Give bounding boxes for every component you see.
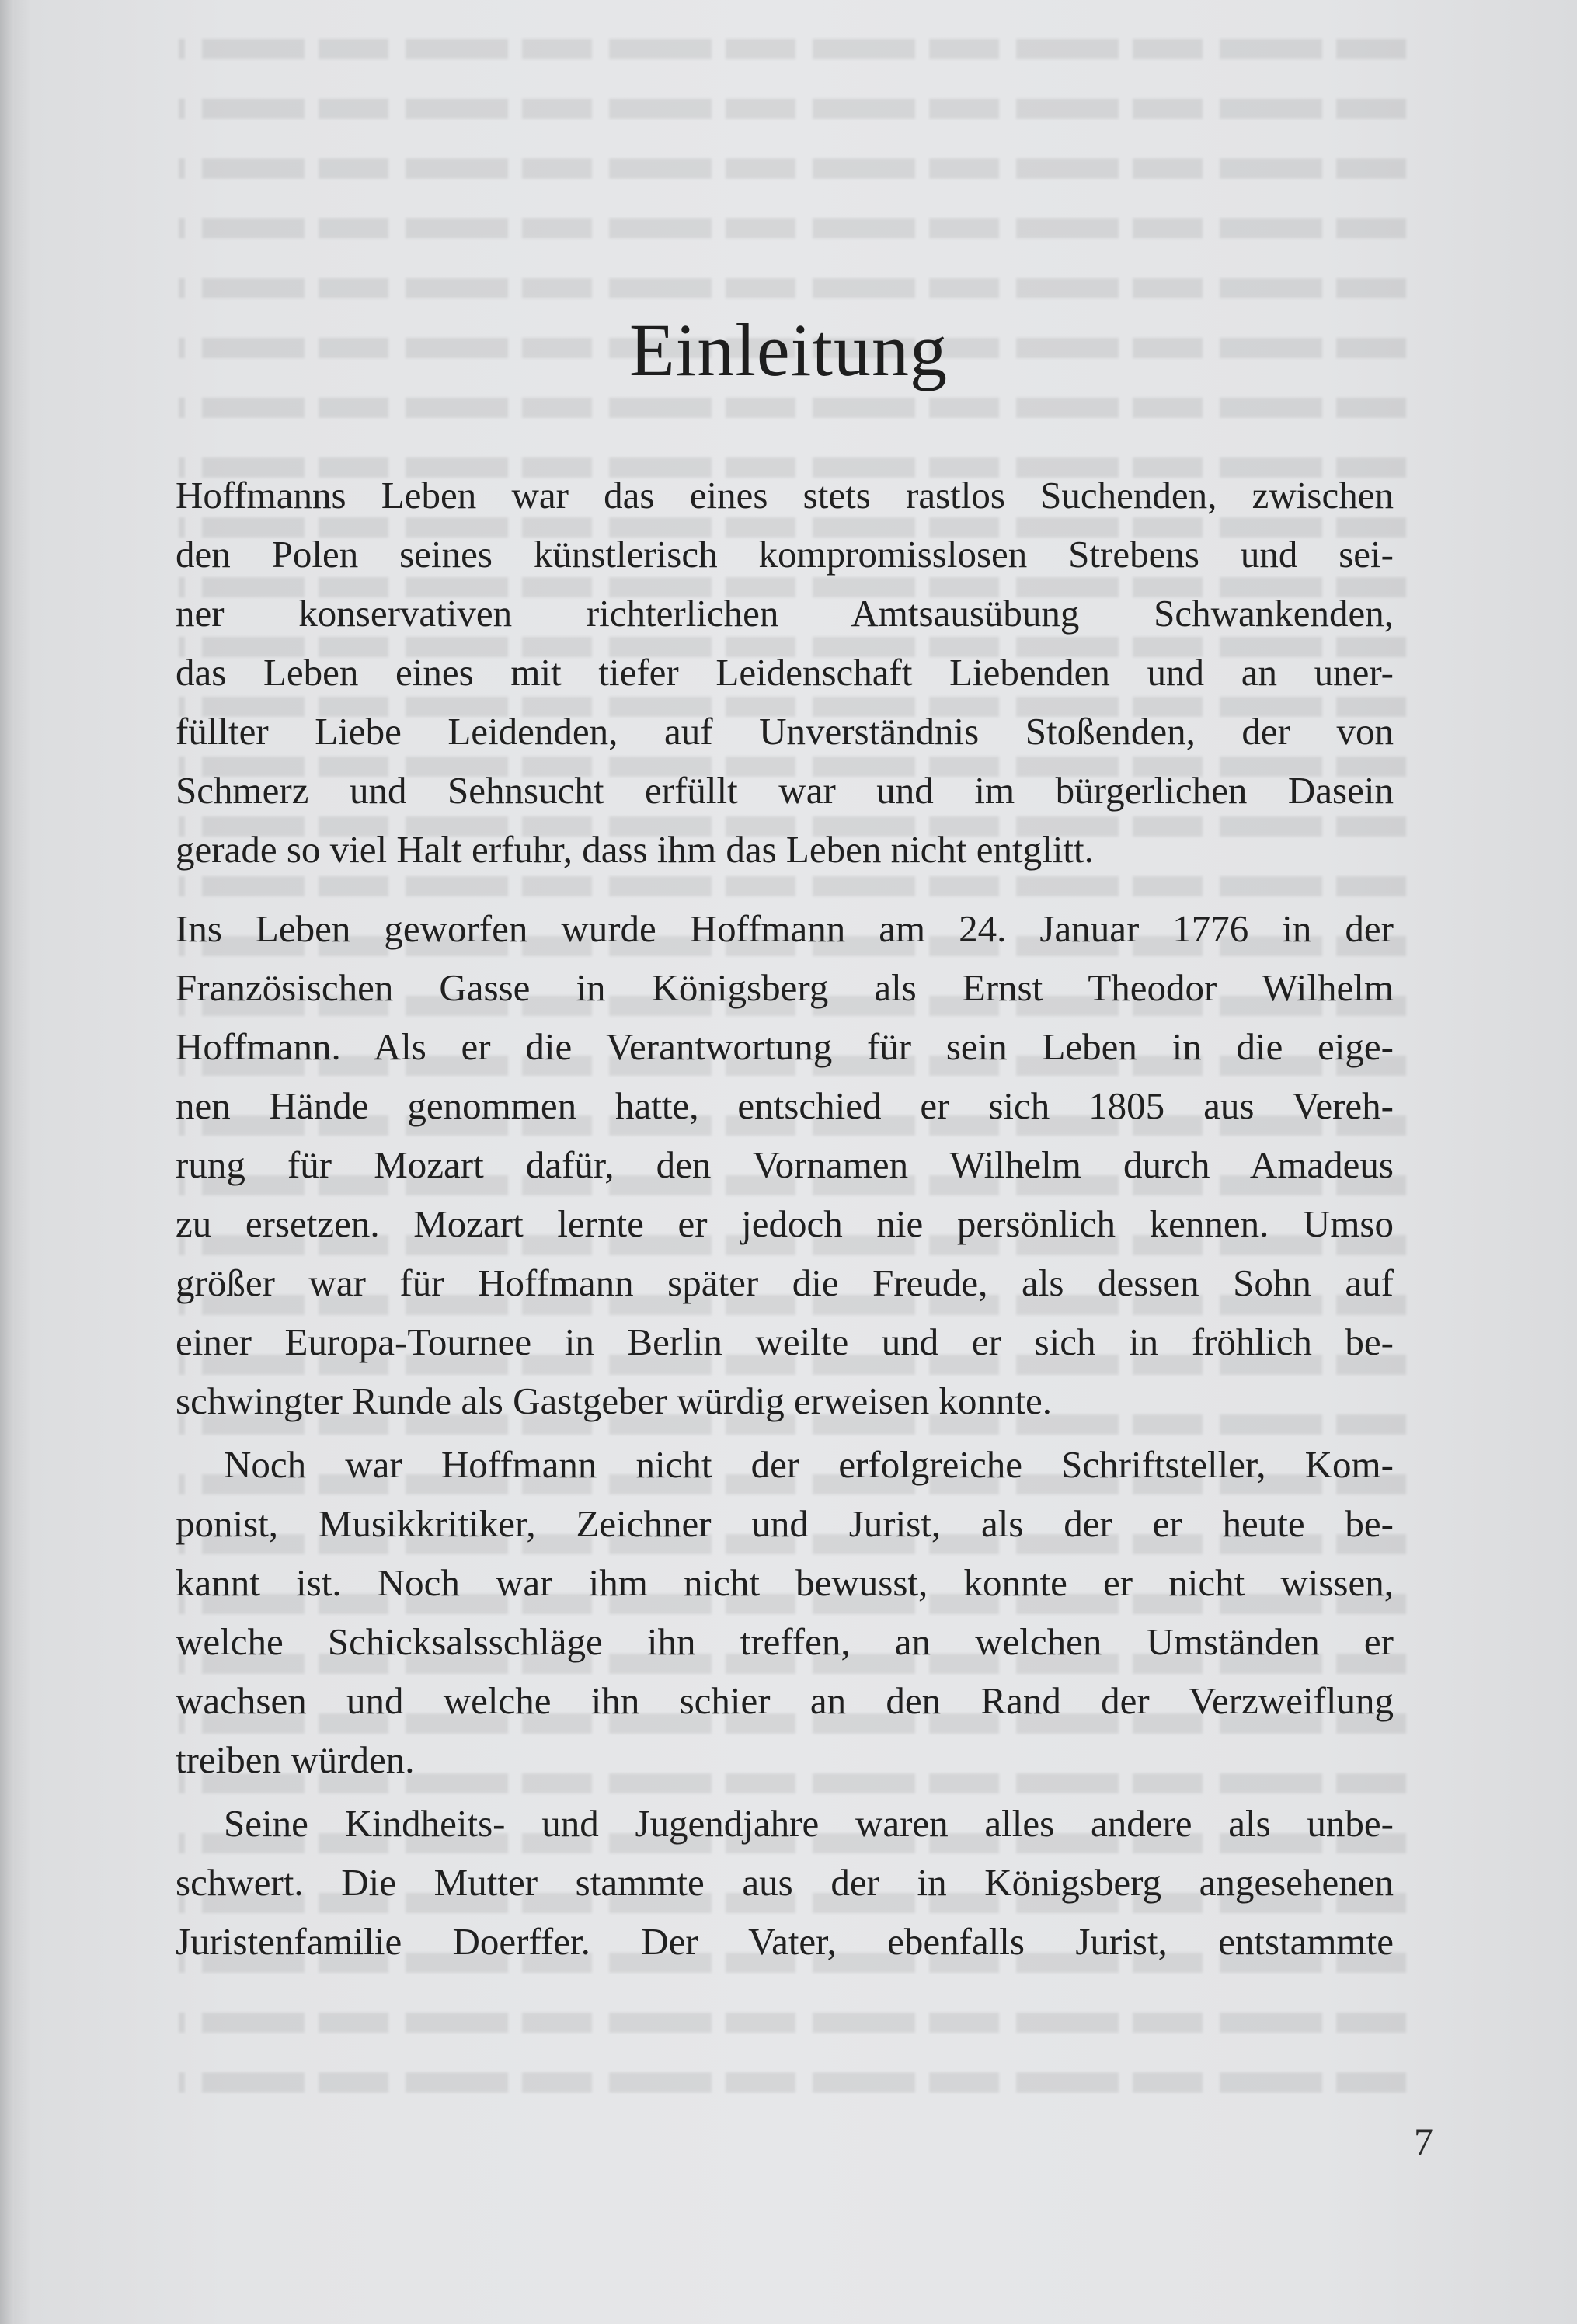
text-line: größer war für Hoffmann später die Freude, als dessen Sohn auf <box>176 1261 1394 1304</box>
text-line: Hoffmanns Leben war das eines stets rastlos Suchenden, zwischen <box>176 474 1394 517</box>
chapter-title: Einleitung <box>629 308 948 391</box>
text-line: nen Hände genommen hatte, entschied er sich 1805 aus Vereh- <box>176 1084 1394 1127</box>
text-line: treiben würden. <box>176 1738 415 1781</box>
text-line: Noch war Hoffmann nicht der erfolgreiche Schriftsteller, Kom- <box>224 1443 1394 1486</box>
text-line: Seine Kindheits- und Jugendjahre waren alles andere als unbe- <box>224 1802 1394 1845</box>
text-line: rung für Mozart dafür, den Vornamen Wilhelm durch Amadeus <box>176 1143 1394 1186</box>
text-line: einer Europa-Tournee in Berlin weilte und er sich in fröhlich be- <box>176 1320 1394 1363</box>
paragraph-2 <box>176 899 1394 1431</box>
text-line: Hoffmann. Als er die Verantwortung für sein Leben in die eige- <box>176 1025 1394 1068</box>
text-line: füllter Liebe Leidenden, auf Unverständnis Stoßenden, der von <box>176 710 1394 753</box>
text-line: Schmerz und Sehnsucht erfüllt war und im bürgerlichen Dasein <box>176 769 1394 812</box>
chapter-body <box>176 466 1394 1971</box>
text-line: zu ersetzen. Mozart lernte er jedoch nie persönlich kennen. Umso <box>176 1202 1394 1245</box>
text-line: gerade so viel Halt erfuhr, dass ihm das Leben nicht entglitt. <box>176 828 1094 871</box>
page-number: 7 <box>1414 2120 1433 2163</box>
text-line: den Polen seines künstlerisch kompromisslosen Strebens und sei- <box>176 533 1394 576</box>
text-line: ponist, Musikkritiker, Zeichner und Jurist, als der er heute be- <box>176 1502 1394 1545</box>
text-line: das Leben eines mit tiefer Leidenschaft Liebenden und an uner- <box>176 651 1394 694</box>
paragraph-1 <box>176 466 1394 879</box>
text-line: ner konservativen richterlichen Amtsausübung Schwankenden, <box>176 592 1394 635</box>
text-line: Französischen Gasse in Königsberg als Ernst Theodor Wilhelm <box>176 966 1394 1009</box>
paragraph-3 <box>176 1435 1394 1790</box>
text-line: wachsen und welche ihn schier an den Rand der Verzweiflung <box>176 1679 1394 1722</box>
text-line: Juristenfamilie Doerffer. Der Vater, ebenfalls Jurist, entstammte <box>176 1920 1394 1963</box>
text-line: kannt ist. Noch war ihm nicht bewusst, konnte er nicht wissen, <box>176 1561 1394 1604</box>
text-line: Ins Leben geworfen wurde Hoffmann am 24. Januar 1776 in der <box>176 907 1394 950</box>
paragraph-4 <box>176 1794 1394 1971</box>
text-line: schwingter Runde als Gastgeber würdig erweisen konnte. <box>176 1379 1053 1422</box>
text-line: schwert. Die Mutter stammte aus der in Königsberg angesehenen <box>176 1861 1394 1904</box>
text-line: welche Schicksalsschläge ihn treffen, an welchen Umständen er <box>176 1620 1394 1663</box>
